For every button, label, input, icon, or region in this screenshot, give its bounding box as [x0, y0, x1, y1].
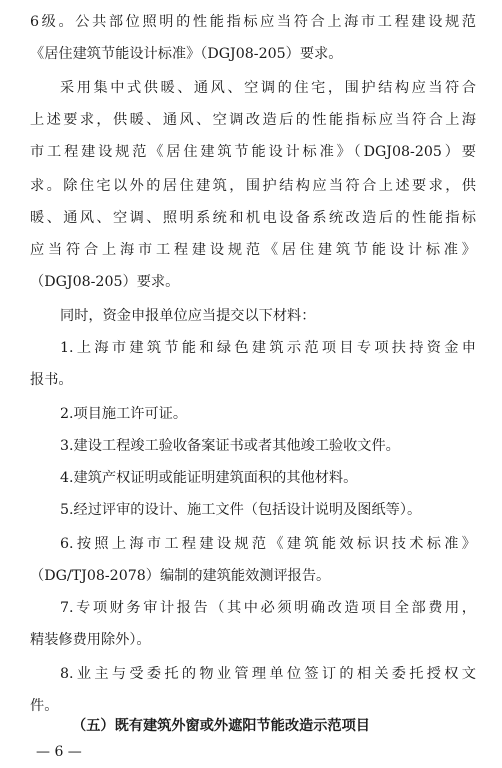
text-line: 暖、通风、空调、照明系统和机电设备系统改造后的性能指标: [30, 210, 476, 226]
list-item-3: 3.建设工程竣工验收备案证书或者其他竣工验收文件。: [60, 438, 400, 454]
list-item-8: 8.业主与受委托的物业管理单位签订的相关委托授权文: [60, 666, 476, 682]
list-item-7-continued: 精装修费用除外）。: [30, 632, 151, 648]
text-line: 《居住建筑节能设计标准》（DGJ08-205）要求。: [30, 46, 343, 62]
page-number: — 6 —: [36, 744, 82, 760]
list-item-2: 2.项目施工许可证。: [60, 406, 188, 422]
text-line: 应当符合上海市工程建设规范《居住建筑节能设计标准》: [30, 242, 476, 258]
text-line: 6级。公共部位照明的性能指标应当符合上海市工程建设规范: [30, 14, 476, 30]
text-line: 同时，资金申报单位应当提交以下材料：: [60, 308, 316, 324]
text-line: 上述要求，供暖、通风、空调改造后的性能指标应当符合上海: [30, 112, 476, 128]
list-item-8-continued: 件。: [30, 698, 59, 714]
text-line: （DGJ08-205）要求。: [30, 274, 180, 290]
text-line: 求。除住宅以外的居住建筑，围护结构应当符合上述要求，供: [30, 178, 476, 194]
list-item-6: 6.按照上海市工程建设规范《建筑能效标识技术标准》: [60, 536, 476, 552]
text-line: 市工程建设规范《居住建筑节能设计标准》（DGJ08-205）要: [30, 144, 476, 160]
list-item-4: 4.建筑产权证明或能证明建筑面积的其他材料。: [60, 470, 358, 486]
list-item-7: 7.专项财务审计报告（其中必须明确改造项目全部费用，: [60, 600, 476, 616]
text-line: 采用集中式供暖、通风、空调的住宅，围护结构应当符合: [60, 80, 476, 96]
list-item-1: 1.上海市建筑节能和绿色建筑示范项目专项扶持资金申: [60, 340, 476, 356]
list-item-6-continued: （DG/TJ08-2078）编制的建筑能效测评报告。: [30, 568, 331, 584]
list-item-5: 5.经过评审的设计、施工文件（包括设计说明及图纸等）。: [60, 502, 422, 518]
list-item-1-continued: 报书。: [30, 372, 73, 388]
section-heading: （五）既有建筑外窗或外遮阳节能改造示范项目: [72, 718, 370, 734]
